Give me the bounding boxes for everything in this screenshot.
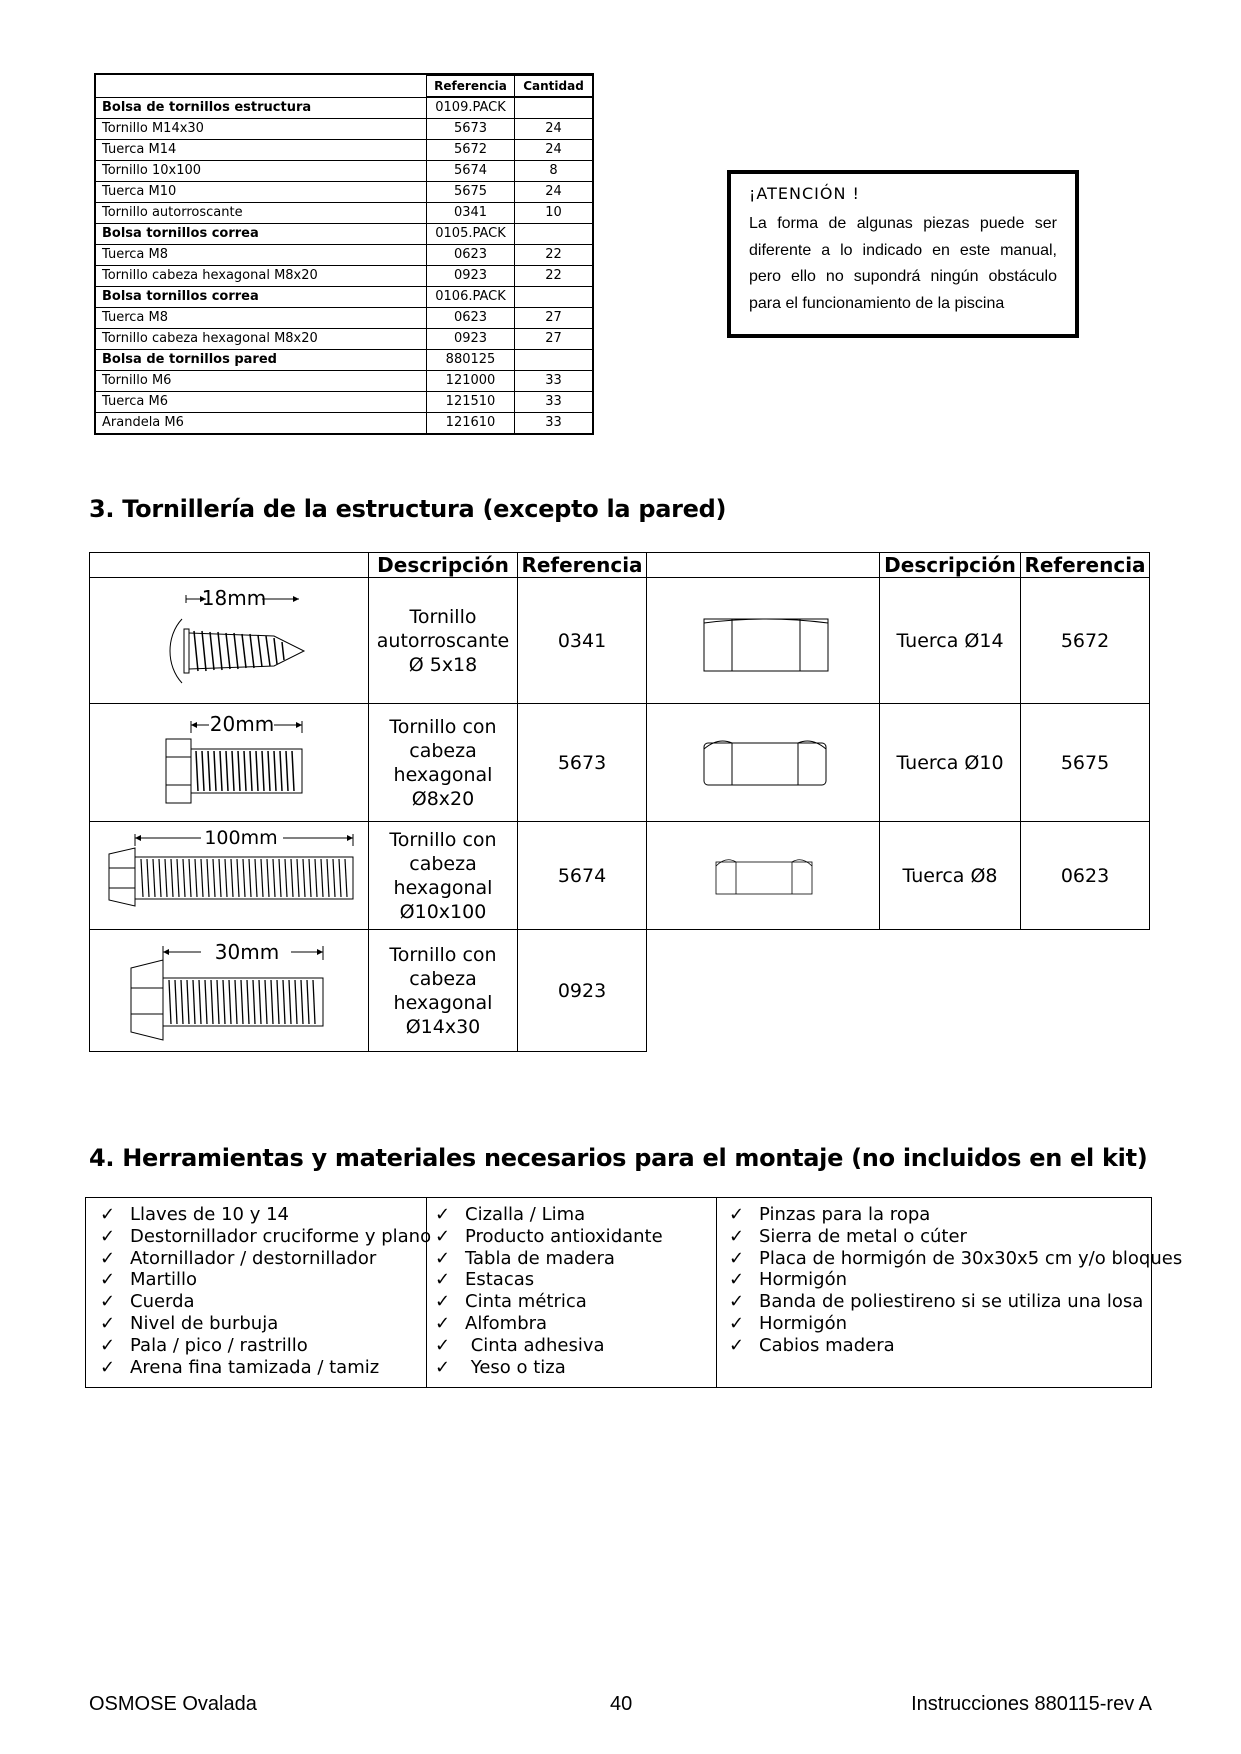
parts-group-row (96, 350, 593, 371)
checkmark-icon: ✓ (100, 1247, 116, 1269)
tools-box (85, 1197, 1183, 1388)
parts-ref: 0109.PACK (427, 97, 515, 119)
page-number: 40 (610, 1693, 633, 1715)
parts-row (96, 308, 593, 329)
tool-item (729, 1226, 1151, 1248)
parts-row (96, 119, 593, 140)
checkmark-icon: ✓ (435, 1291, 451, 1313)
tool-item (729, 1313, 1151, 1335)
checkmark-icon: ✓ (729, 1204, 745, 1225)
parts-desc: Tornillo M6 (96, 371, 427, 392)
parts-desc: Bolsa tornillos correa (96, 224, 427, 245)
parts-qty: 24 (515, 119, 593, 140)
tool-item (100, 1248, 426, 1270)
parts-ref: 0923 (427, 329, 515, 350)
parts-desc: Tornillo cabeza hexagonal M8x20 (96, 329, 427, 350)
tool-label: Tabla de madera (465, 1247, 615, 1269)
tools-list (86, 1198, 432, 1378)
header-desc-left: Descripción (369, 553, 518, 578)
tool-label: Martillo (130, 1269, 198, 1291)
screw-ref: 0923 (518, 930, 647, 1052)
parts-qty: 10 (515, 203, 593, 224)
tool-label: Banda de poliestireno si se utiliza una losa (759, 1291, 1144, 1313)
attention-body: La forma de algunas piezas puede ser diferente a lo indicado en este manual, pero ello no supondrá ningún obstáculo para el funcionamiento de la piscina (749, 215, 1057, 312)
tool-item (100, 1335, 426, 1357)
parts-ref: 5674 (427, 161, 515, 182)
parts-ref: 0106.PACK (427, 287, 515, 308)
attention-title: ¡ATENCIÓN ! (749, 184, 860, 203)
tool-item (435, 1291, 717, 1313)
parts-desc: Tornillo M14x30 (96, 119, 427, 140)
checkmark-icon: ✓ (435, 1225, 451, 1247)
checkmark-icon: ✓ (100, 1291, 116, 1313)
checkmark-icon: ✓ (729, 1247, 745, 1269)
checkmark-icon: ✓ (729, 1269, 745, 1291)
tool-label: Cabios madera (759, 1334, 895, 1356)
tool-label: Destornillador cruciforme y plano (130, 1225, 432, 1247)
screw-table-header (90, 553, 1150, 578)
hex-nut-icon (648, 824, 878, 928)
attention-box (727, 170, 1079, 338)
parts-ref: 5672 (427, 140, 515, 161)
hex-bolt-icon (94, 707, 364, 819)
checkmark-icon: ✓ (435, 1204, 451, 1225)
tool-item (729, 1204, 1151, 1226)
parts-qty: 22 (515, 266, 593, 287)
parts-qty: 8 (515, 161, 593, 182)
checkmark-icon: ✓ (729, 1225, 745, 1247)
checkmark-icon: ✓ (100, 1269, 116, 1291)
tool-label: Pala / pico / rastrillo (130, 1334, 308, 1356)
parts-desc: Tuerca M14 (96, 140, 427, 161)
parts-qty: 24 (515, 140, 593, 161)
checkmark-icon: ✓ (729, 1334, 745, 1356)
parts-qty (515, 224, 593, 245)
empty-header-cell (96, 75, 427, 97)
tool-item (100, 1291, 426, 1313)
screw-desc: Tornillo con cabeza hexagonal Ø14x30 (369, 930, 518, 1052)
self-tapping-screw-icon (94, 581, 364, 701)
header-image-cell-right (647, 553, 880, 578)
parts-qty: 27 (515, 308, 593, 329)
nut-ref: 5672 (1021, 578, 1150, 704)
screw-row (90, 704, 1150, 822)
tool-item (435, 1204, 717, 1226)
parts-qty: 33 (515, 392, 593, 413)
parts-qty: 33 (515, 413, 593, 434)
parts-qty (515, 97, 593, 119)
screw-desc: Tornillo autorroscante Ø 5x18 (369, 578, 518, 704)
tool-item (100, 1357, 426, 1379)
tool-item (435, 1313, 717, 1335)
hex-nut-icon (648, 581, 878, 701)
header-ref-right: Referencia (1021, 553, 1150, 578)
footer-left: OSMOSE Ovalada (89, 1693, 257, 1715)
parts-desc: Tuerca M8 (96, 308, 427, 329)
tool-item (100, 1225, 432, 1248)
parts-ref: 0105.PACK (427, 224, 515, 245)
nut-image-cell (647, 578, 880, 704)
tool-label: Hormigón (759, 1312, 848, 1334)
tool-item (435, 1269, 717, 1291)
header-ref-left: Referencia (518, 553, 647, 578)
quantity-header: Cantidad (515, 75, 593, 97)
parts-ref: 121510 (427, 392, 515, 413)
nut-desc: Tuerca Ø8 (880, 822, 1021, 930)
parts-qty (515, 350, 593, 371)
hex-nut-icon (648, 707, 878, 819)
tool-label: Producto antioxidante (465, 1225, 663, 1247)
tool-label: Arena fina tamizada / tamiz (130, 1356, 380, 1378)
parts-qty: 24 (515, 182, 593, 203)
parts-row (96, 182, 593, 203)
tool-label: Yeso o tiza (465, 1356, 566, 1378)
checkmark-icon: ✓ (100, 1312, 116, 1334)
parts-desc: Bolsa de tornillos estructura (96, 97, 427, 119)
parts-ref: 5673 (427, 119, 515, 140)
parts-ref: 0623 (427, 308, 515, 329)
parts-row (96, 161, 593, 182)
parts-row (96, 371, 593, 392)
parts-row (96, 266, 593, 287)
parts-row (96, 413, 593, 434)
checkmark-icon: ✓ (729, 1312, 745, 1334)
tool-label: Atornillador / destornillador (130, 1247, 377, 1269)
tool-label: Alfombra (465, 1312, 548, 1334)
nut-ref: 5675 (1021, 704, 1150, 822)
screw-desc: Tornillo con cabeza hexagonal Ø8x20 (369, 704, 518, 822)
screw-table (89, 552, 1150, 1052)
parts-row (96, 140, 593, 161)
screw-ref: 0341 (518, 578, 647, 704)
parts-ref: 0623 (427, 245, 515, 266)
checkmark-icon: ✓ (729, 1291, 745, 1313)
parts-desc: Tuerca M6 (96, 392, 427, 413)
tool-label: Hormigón (759, 1269, 848, 1291)
hex-bolt-icon (91, 932, 367, 1050)
parts-row (96, 329, 593, 350)
parts-qty: 27 (515, 329, 593, 350)
parts-table-header (96, 75, 593, 97)
tool-label: Cinta métrica (465, 1291, 587, 1313)
tool-item (100, 1313, 426, 1335)
screw-image-cell (90, 822, 369, 930)
parts-desc: Tornillo cabeza hexagonal M8x20 (96, 266, 427, 287)
parts-qty: 22 (515, 245, 593, 266)
screw-image-cell (90, 704, 369, 822)
checkmark-icon: ✓ (435, 1312, 451, 1334)
nut-image-cell (647, 704, 880, 822)
screw-image-cell (90, 578, 369, 704)
tool-item (435, 1335, 717, 1357)
tool-item (729, 1291, 1151, 1313)
parts-qty: 33 (515, 371, 593, 392)
parts-desc: Tornillo autorroscante (96, 203, 427, 224)
tools-list (427, 1198, 717, 1378)
dim-label: 18mm (201, 585, 267, 610)
parts-desc: Tuerca M10 (96, 182, 427, 203)
tool-label: Cizalla / Lima (465, 1204, 586, 1225)
tool-item (435, 1248, 717, 1270)
nut-desc: Tuerca Ø10 (880, 704, 1021, 822)
nut-desc: Tuerca Ø14 (880, 578, 1021, 704)
tool-item (100, 1204, 426, 1226)
parts-desc: Tuerca M8 (96, 245, 427, 266)
screw-ref: 5673 (518, 704, 647, 822)
checkmark-icon: ✓ (435, 1269, 451, 1291)
header-image-cell (90, 553, 369, 578)
parts-desc: Bolsa tornillos correa (96, 287, 427, 308)
screw-image-cell (90, 930, 369, 1052)
parts-row (96, 392, 593, 413)
checkmark-icon: ✓ (435, 1247, 451, 1269)
tool-label: Estacas (465, 1269, 535, 1291)
tool-item (729, 1335, 1151, 1357)
parts-ref: 0341 (427, 203, 515, 224)
parts-row (96, 245, 593, 266)
dim-label: 30mm (214, 939, 280, 964)
tool-label: Pinzas para la ropa (759, 1204, 931, 1225)
tool-item (435, 1357, 717, 1379)
parts-group-row (96, 224, 593, 245)
tool-label: Nivel de burbuja (130, 1312, 279, 1334)
parts-qty (515, 287, 593, 308)
header-desc-right: Descripción (880, 553, 1021, 578)
screw-row (90, 822, 1150, 930)
screw-row (90, 930, 1150, 1052)
parts-desc: Bolsa de tornillos pared (96, 350, 427, 371)
tool-label: Placa de hormigón de 30x30x5 cm y/o bloques (759, 1247, 1183, 1269)
tool-label: Cuerda (130, 1291, 195, 1313)
tools-column-1 (86, 1198, 432, 1387)
nut-ref: 0623 (1021, 822, 1150, 930)
parts-desc: Arandela M6 (96, 413, 427, 434)
parts-ref: 880125 (427, 350, 515, 371)
tool-item (100, 1269, 426, 1291)
tool-item (729, 1247, 1183, 1270)
tool-label: Cinta adhesiva (465, 1334, 605, 1356)
empty-cell (647, 930, 1150, 1052)
parts-ref: 5675 (427, 182, 515, 203)
long-hex-bolt-icon (91, 824, 367, 928)
dim-label: 100mm (204, 826, 278, 849)
tool-label: Sierra de metal o cúter (759, 1225, 967, 1247)
tools-list (717, 1198, 1183, 1357)
section4-heading: 4. Herramientas y materiales necesarios para el montaje (no incluidos en el kit) (89, 1144, 1148, 1172)
footer-right: Instrucciones 880115-rev A (911, 1693, 1152, 1715)
screw-desc: Tornillo con cabeza hexagonal Ø10x100 (369, 822, 518, 930)
screw-row (90, 578, 1150, 704)
tools-column-2 (426, 1198, 717, 1387)
parts-table (95, 74, 593, 434)
checkmark-icon: ✓ (100, 1225, 116, 1247)
checkmark-icon: ✓ (100, 1356, 116, 1378)
checkmark-icon: ✓ (100, 1204, 116, 1225)
parts-ref: 0923 (427, 266, 515, 287)
parts-desc: Tornillo 10x100 (96, 161, 427, 182)
screw-ref: 5674 (518, 822, 647, 930)
parts-group-row (96, 287, 593, 308)
tools-column-3 (716, 1198, 1183, 1387)
nut-image-cell (647, 822, 880, 930)
tool-item (435, 1226, 717, 1248)
dim-label: 20mm (209, 711, 275, 736)
reference-header: Referencia (427, 75, 515, 97)
checkmark-icon: ✓ (100, 1334, 116, 1356)
section3-heading: 3. Tornillería de la estructura (excepto la pared) (89, 495, 727, 523)
checkmark-icon: ✓ (435, 1334, 451, 1356)
tool-item (729, 1269, 1151, 1291)
parts-group-row (96, 97, 593, 119)
checkmark-icon: ✓ (435, 1356, 451, 1378)
parts-ref: 121000 (427, 371, 515, 392)
tool-label: Llaves de 10 y 14 (130, 1204, 290, 1225)
parts-row (96, 203, 593, 224)
parts-ref: 121610 (427, 413, 515, 434)
